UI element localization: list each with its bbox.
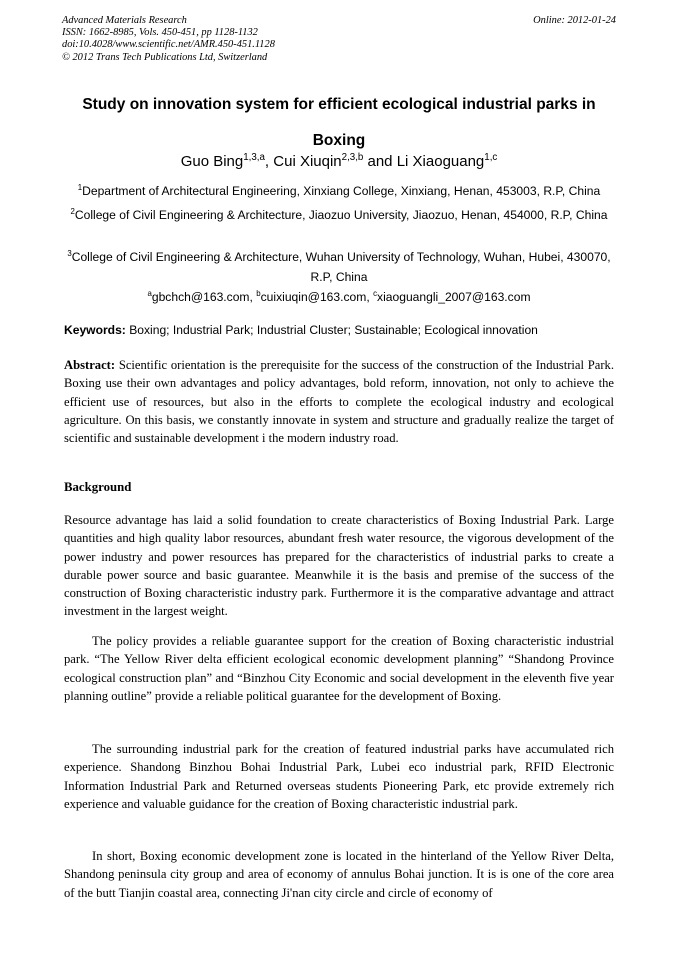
affiliation-marker: 1: [77, 182, 83, 192]
author-affiliation-marker: 1,c: [484, 152, 498, 163]
email-marker: a: [147, 288, 152, 298]
author-name: Cui Xiuqin: [273, 153, 342, 170]
body-paragraph: Resource advantage has laid a solid foundation to create characteristics of Boxing Industrial Park. Large quantities and high quality labor resources, abundant fresh water resource, the vigorous development of the power industry and power resources has prepared for the characteristics of industrial parks to create a durable power source and basic guarantee. Meanwhile it is the basis and premise of the success of the construction of Boxing characteristic industry park. Furthermore it is the comparative advantage and attract investment in the largest weight.: [64, 513, 614, 619]
author-separator: and: [363, 153, 397, 170]
abstract: [64, 356, 614, 447]
issn-line: ISSN: 1662-8985, Vols. 450-451, pp 1128-1132: [62, 27, 258, 39]
email-separator: ,: [249, 290, 257, 304]
email-address[interactable]: xiaoguangli_2007@163.com: [377, 290, 531, 304]
author-name: Li Xiaoguang: [396, 153, 485, 170]
email-marker: b: [256, 288, 261, 298]
body-paragraph: In short, Boxing economic development zone is located in the hinterland of the Yellow River Delta, Shandong peninsula city group and area of economy of annulus Bohai junction. It is is one of the core area of the butt Tianjin coastal area, connecting Ji'nan city circle and circle of economy of: [64, 849, 614, 900]
keywords-label: Keywords:: [64, 323, 126, 337]
email-marker: c: [373, 288, 378, 298]
author-affiliation-marker: 1,3,a: [243, 152, 265, 163]
author-separator: ,: [264, 153, 274, 170]
title-line-1: Study on innovation system for efficient ecological industrial parks in: [82, 96, 596, 113]
email-separator: ,: [366, 290, 374, 304]
title-line-2: Boxing: [312, 132, 366, 149]
journal-header: [62, 15, 275, 64]
email-address[interactable]: gbchch@163.com: [151, 290, 250, 304]
copyright-line: © 2012 Trans Tech Publications Ltd, Switzerland: [62, 51, 268, 63]
online-date: Online: 2012-01-24: [533, 15, 616, 26]
paper-title: [40, 87, 638, 159]
section-heading: Background: [64, 480, 132, 494]
affiliation-2: [60, 205, 618, 225]
keywords: [64, 320, 624, 340]
doi-line: doi:10.4028/www.scientific.net/AMR.450-451.1128: [62, 39, 275, 51]
body-paragraph: The policy provides a reliable guarantee support for the creation of Boxing characteristic industrial park. “The Yellow River delta efficient ecological economic development planning” “Shandong Province ecological construction plan” and “Binzhou City Economic and social development in the eleventh five year planning outline” provide a reliable political guarantee for the development of Boxing.: [64, 634, 614, 703]
author-name: Guo Bing: [180, 153, 244, 170]
affiliation-marker: 2: [70, 206, 75, 216]
author-list: [40, 152, 638, 172]
author-affiliation-marker: 2,3,b: [341, 152, 364, 163]
affiliation-marker: 3: [67, 248, 72, 258]
affiliation-text: College of Civil Engineering & Architecture, Wuhan University of Technology, Wuhan, Hubei, 430070, R.P, China: [71, 250, 611, 284]
keywords-text: Boxing; Industrial Park; Industrial Cluster; Sustainable; Ecological innovation: [125, 323, 538, 337]
affiliation-text: College of Civil Engineering & Architecture, Jiaozuo University, Jiaozuo, Henan, 454000, R.P, China: [74, 208, 608, 222]
abstract-text: Scientific orientation is the prerequisite for the success of the construction of the Industrial Park. Boxing use their own advantages and policy advantages, bold reform, innovation, not only to achieve the efficient use of resources, but also in the efforts to complete the ecological industry and ecological agriculture. On this basis, we constantly innovate in system and structure and gradually realize the target of scientific and sustainable development i the modern industry road.: [64, 358, 614, 446]
abstract-label: Abstract:: [64, 358, 116, 372]
journal-name: Advanced Materials Research: [62, 15, 187, 26]
affiliation-text: Department of Architectural Engineering, Xinxiang College, Xinxiang, Henan, 453003, R.P, China: [82, 184, 601, 198]
author-emails: [40, 287, 638, 307]
email-address[interactable]: cuixiuqin@163.com: [260, 290, 367, 304]
affiliation-1: [60, 181, 618, 201]
affiliation-3: [60, 247, 618, 287]
body-paragraph: The surrounding industrial park for the creation of featured industrial parks have accumulated rich experience. Shandong Binzhou Bohai Industrial Park, Lubei eco industrial park, RFID Electronic Information Industrial Park and Returned overseas students Pioneering Park, etc provide extremely rich experience and valuable guidance for the creation of Boxing characteristic industrial park.: [64, 742, 614, 811]
